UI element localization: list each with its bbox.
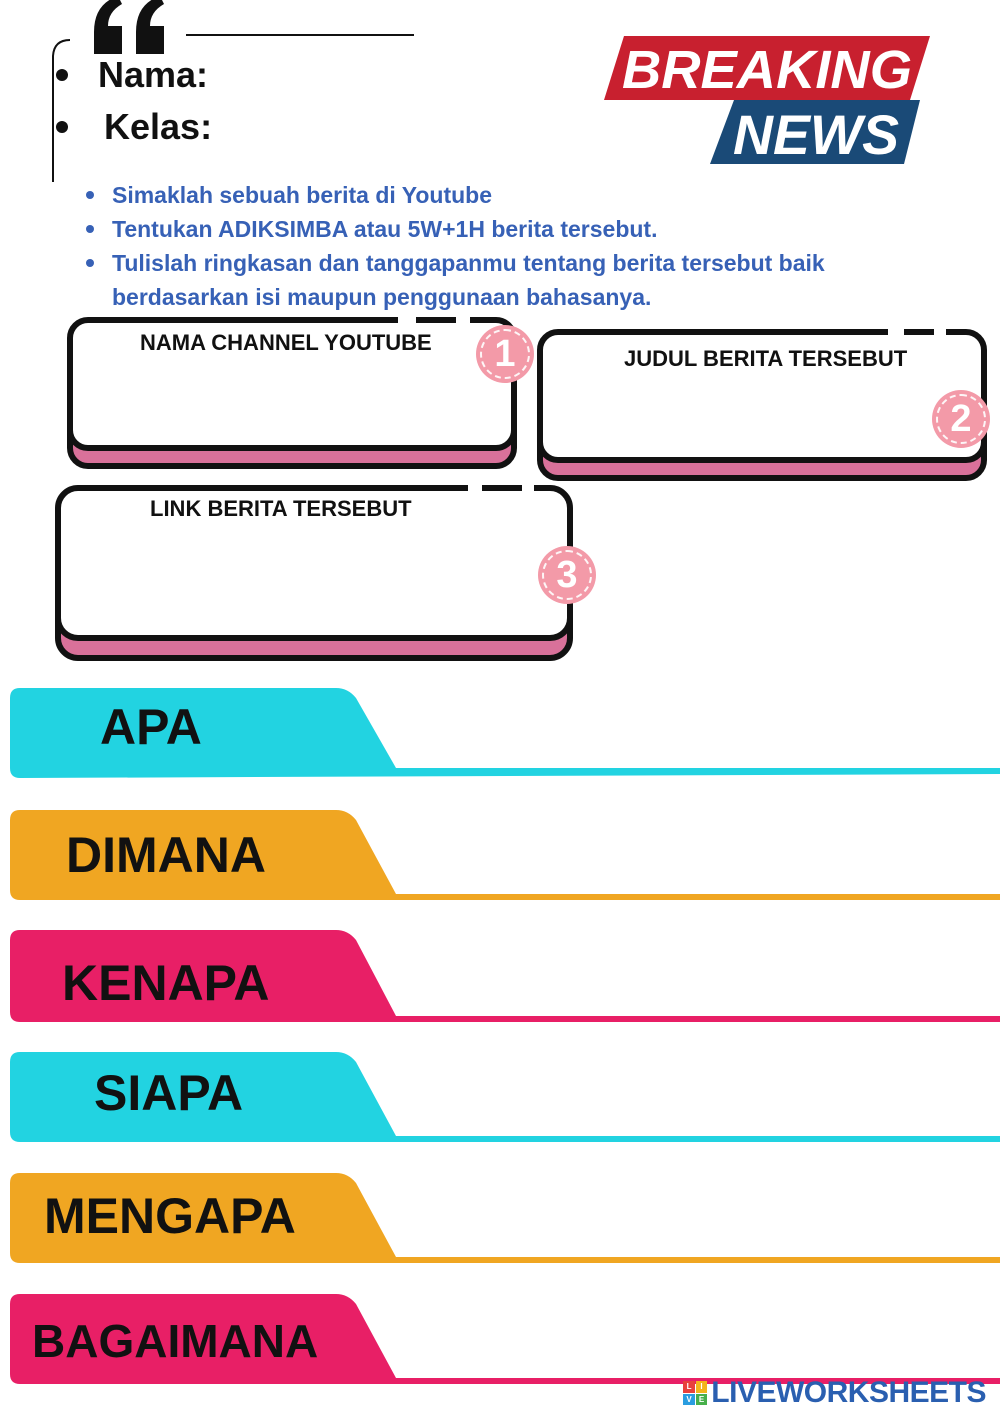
news-link-input[interactable] — [74, 538, 518, 620]
mengapa-answer-input[interactable] — [410, 1193, 994, 1249]
watermark-text: LIVEWORKSHEETS — [711, 1376, 986, 1409]
card-channel-name — [66, 316, 520, 474]
badge-number: 2 — [950, 397, 972, 440]
apa-answer-input[interactable] — [410, 708, 994, 764]
bagaimana-answer-input[interactable] — [410, 1314, 994, 1370]
dimana-answer-input[interactable] — [410, 830, 994, 886]
row-label: APA — [100, 699, 202, 755]
news-title-input[interactable] — [556, 384, 930, 446]
instruction-item: Simaklah sebuah berita di Youtube — [82, 178, 952, 212]
instruction-item: Tentukan ADIKSIMBA atau 5W+1H berita tersebut. — [82, 212, 952, 246]
logo-letter: V — [683, 1394, 695, 1406]
card-title: NAMA CHANNEL YOUTUBE — [140, 330, 432, 355]
row-siapa — [10, 1052, 1000, 1144]
quote-mark-icon — [88, 0, 178, 62]
row-label: SIAPA — [94, 1065, 244, 1121]
step-badge-2 — [932, 390, 990, 448]
bullet-icon — [56, 69, 68, 81]
badge-number: 1 — [494, 332, 516, 375]
breaking-news-logo — [604, 34, 934, 166]
header-rule — [186, 34, 414, 36]
class-field — [56, 106, 212, 148]
siapa-answer-input[interactable] — [410, 1072, 994, 1128]
logo-line2: NEWS — [733, 103, 899, 166]
logo-letter: E — [696, 1394, 708, 1406]
channel-name-input[interactable] — [86, 368, 490, 430]
class-label: Kelas: — [104, 106, 213, 147]
row-dimana — [10, 810, 1000, 902]
badge-number: 3 — [556, 553, 578, 596]
logo-letter: L — [683, 1381, 695, 1393]
row-apa — [10, 688, 1000, 780]
card-news-title — [536, 328, 990, 486]
liveworksheets-watermark — [683, 1376, 986, 1410]
row-label: DIMANA — [66, 827, 266, 883]
liveworksheets-logo-icon — [683, 1381, 707, 1405]
name-field — [56, 54, 208, 96]
row-mengapa — [10, 1173, 1000, 1265]
row-kenapa — [10, 930, 1000, 1022]
instruction-item: Tulislah ringkasan dan tanggapanmu tentang berita tersebut baik berdasarkan isi maupun penggunaan bahasanya. — [82, 246, 952, 314]
logo-line1: BREAKING — [622, 40, 912, 100]
row-label: BAGAIMANA — [32, 1315, 319, 1367]
step-badge-1 — [476, 325, 534, 383]
name-label: Nama: — [98, 54, 209, 95]
bullet-icon — [56, 121, 68, 133]
instructions-list — [82, 178, 952, 314]
card-title: JUDUL BERITA TERSEBUT — [624, 346, 908, 371]
step-badge-3 — [538, 546, 596, 604]
kenapa-answer-input[interactable] — [410, 950, 994, 1006]
logo-letter: I — [696, 1381, 708, 1393]
card-title: LINK BERITA TERSEBUT — [150, 496, 412, 521]
row-bagaimana — [10, 1294, 1000, 1386]
row-label: MENGAPA — [44, 1188, 296, 1244]
card-news-link — [54, 484, 576, 664]
row-label: KENAPA — [62, 955, 270, 1011]
